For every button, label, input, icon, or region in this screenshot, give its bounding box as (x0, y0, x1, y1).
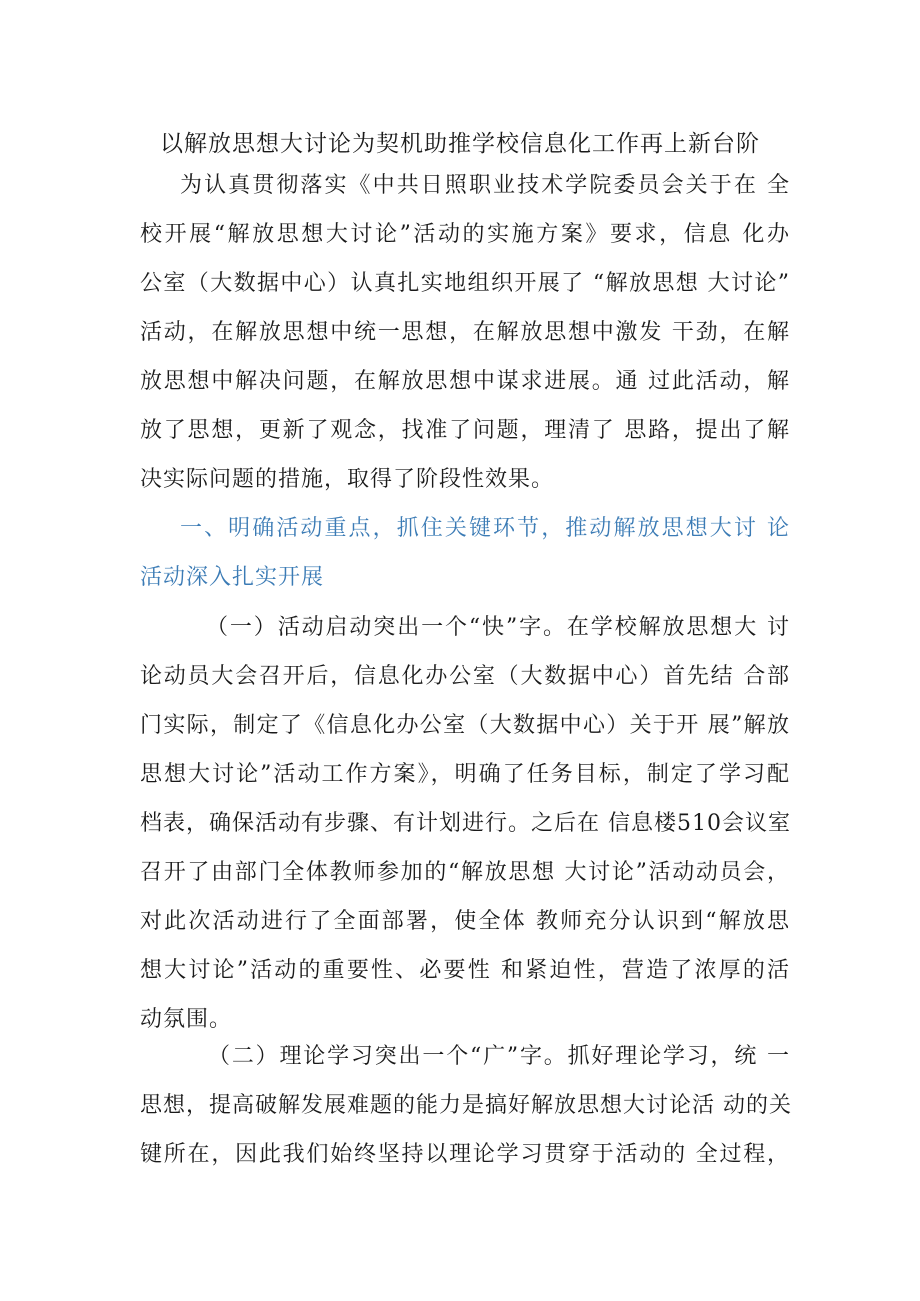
heading-line: 一、明确活动重点，抓住关键环节，推动解放思想大讨 论 (180, 516, 790, 541)
paragraph-line: 决实际问题的措施，取得了阶段性效果。 (140, 467, 555, 492)
paragraph-line: 放了思想，更新了观念，找准了问题，理清了 思路，提出了解 (140, 418, 790, 443)
paragraph-line: （二）理论学习突出一个“广”字。抓好理论学习，统 一 (208, 1044, 790, 1069)
heading-line: 活动深入扎实开展 (140, 565, 325, 590)
paragraph-line: （一）活动启动突出一个“快”字。在学校解放思想大 讨 (206, 615, 790, 640)
paragraph-line: 活动，在解放思想中统一思想，在解放思想中激发 干劲，在解 (140, 320, 790, 345)
paragraph-line: 公室（大数据中心）认真扎实地组织开展了 “解放思想 大讨论” (140, 271, 790, 296)
item-2-paragraph (140, 1032, 790, 1179)
paragraph-line: 思想大讨论”活动工作方案》，明确了任务目标，制定了学习配 (140, 762, 790, 787)
paragraph-line: 校开展“解放思想大讨论”活动的实施方案》要求，信息 化办 (140, 222, 790, 247)
paragraph-line: 档表，确保活动有步骤、有计划进行。之后在 信息楼510会议室 (140, 811, 791, 836)
paragraph-line: 放思想中解决问题，在解放思想中谋求进展。通 过此活动，解 (140, 369, 790, 394)
paragraph-line: 为认真贯彻落实《中共日照职业技术学院委员会关于在 全 (180, 173, 790, 198)
paragraph-line: 门实际，制定了《信息化办公室（大数据中心）关于开 展”解放 (140, 713, 790, 738)
document-title: 以解放思想大讨论为契机助推学校信息化工作再上新台阶 (160, 131, 760, 157)
paragraph-line: 召开了由部门全体教师参加的“解放思想 大讨论”活动动员会， (140, 860, 790, 885)
section-heading-1 (140, 504, 790, 602)
paragraph-line: 思想，提高破解发展难题的能力是搞好解放思想大讨论活 动的关 (140, 1093, 792, 1118)
paragraph-line: 想大讨论”活动的重要性、必要性 和紧迫性，营造了浓厚的活 (140, 958, 790, 983)
paragraph-line: 对此次活动进行了全面部署，使全体 教师充分认识到“解放思 (140, 909, 790, 934)
paragraph-line: 键所在，因此我们始终坚持以理论学习贯穿于活动的 全过程， (140, 1142, 790, 1167)
item-1-paragraph (140, 603, 790, 1044)
paragraph-line: 论动员大会召开后，信息化办公室（大数据中心）首先结 合部 (140, 664, 790, 689)
intro-paragraph (140, 161, 790, 504)
paragraph-line: 动氛围。 (140, 1007, 233, 1032)
